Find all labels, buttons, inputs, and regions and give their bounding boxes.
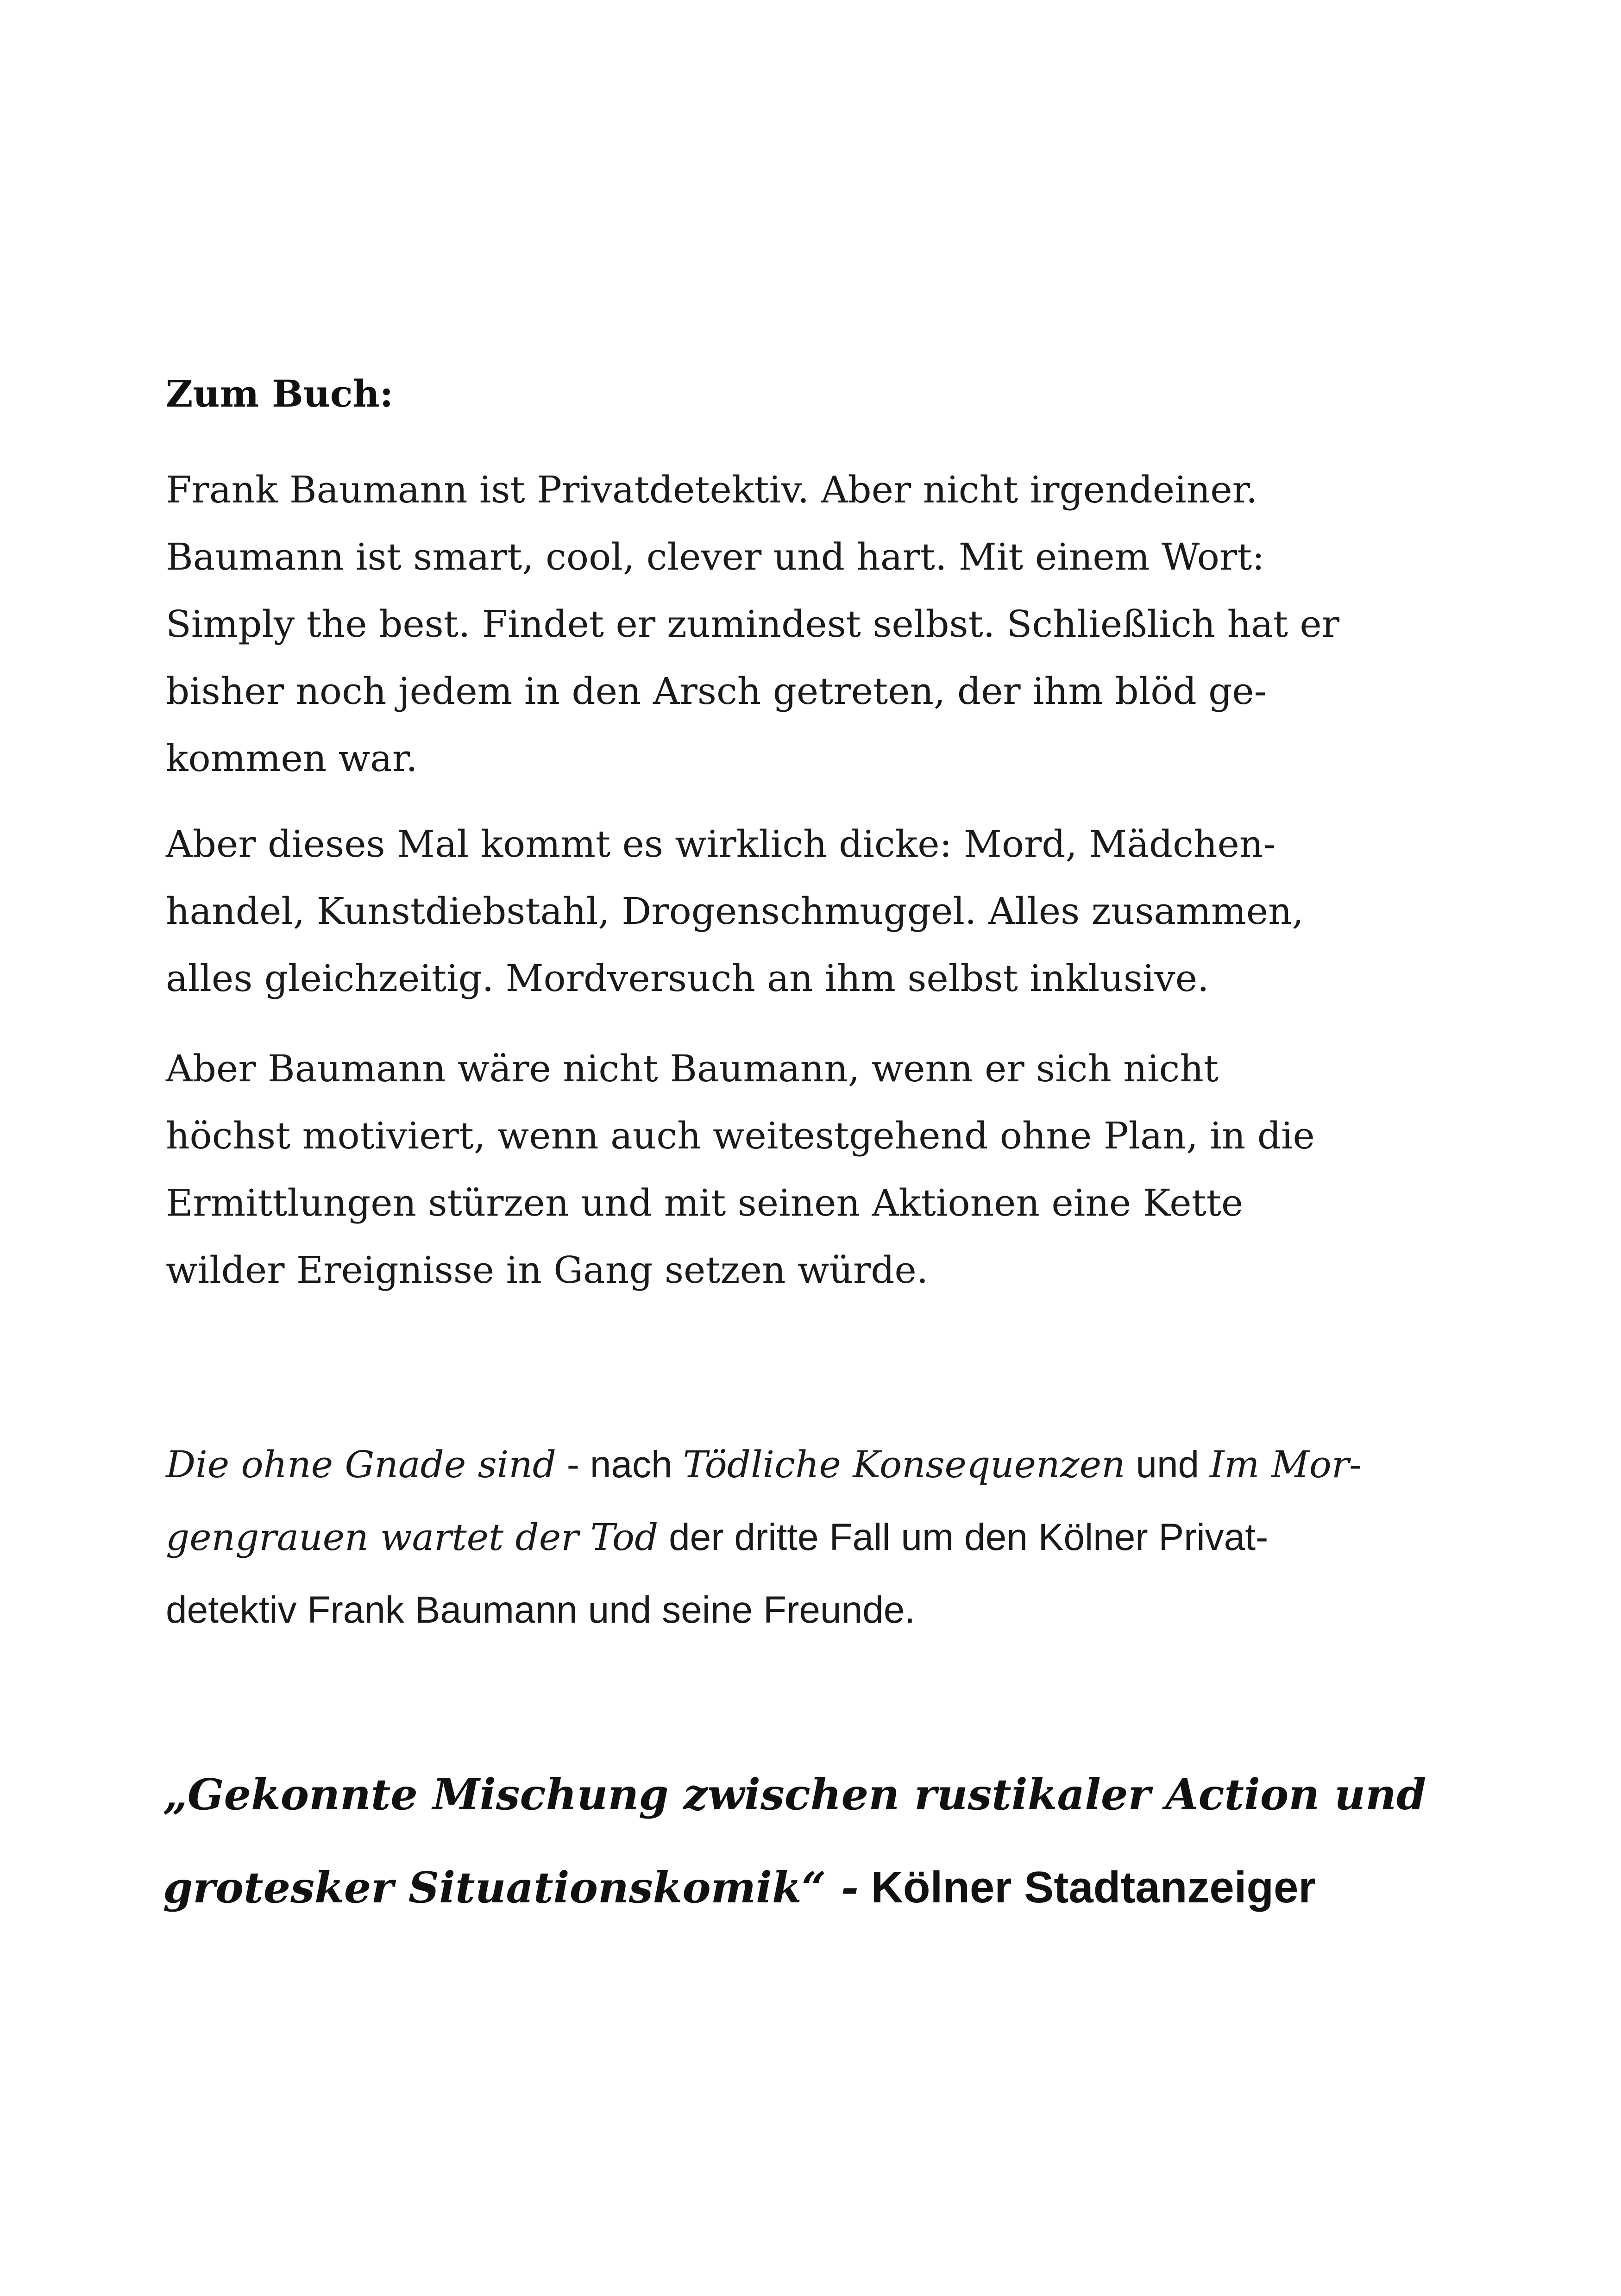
blurb-paragraph-2	[166, 810, 1463, 1012]
section-heading: Zum Buch:	[166, 372, 394, 415]
text-line: wilder Ereignisse in Gang setzen würde.	[166, 1248, 929, 1292]
quote-source: Kölner Stadtanzeiger	[858, 1863, 1316, 1912]
text-line: kommen war.	[166, 737, 418, 780]
blurb-paragraph-3	[166, 1035, 1463, 1304]
review-quote	[163, 1748, 1483, 1934]
text-line: alles gleichzeitig. Mordversuch an ihm selbst inklusive.	[166, 957, 1209, 1000]
text-line: Aber Baumann wäre nicht Baumann, wenn er sich nicht	[166, 1047, 1219, 1090]
text-line: handel, Kunstdiebstahl, Drogenschmuggel. Alles zusammen,	[166, 890, 1304, 933]
series-text: - nach	[556, 1443, 683, 1486]
blurb-paragraph-1	[166, 456, 1463, 792]
series-text: und	[1125, 1443, 1210, 1486]
book-title: gengrauen wartet der Tod	[166, 1516, 659, 1559]
text-line: Frank Baumann ist Privatdetektiv. Aber nicht irgendeiner.	[166, 468, 1258, 511]
text-line	[166, 1429, 1463, 1501]
book-title: Die ohne Gnade sind	[166, 1443, 556, 1486]
quote-text: grotesker Situationskomik“ -	[163, 1863, 859, 1913]
text-line	[166, 1501, 1463, 1574]
text-line: Baumann ist smart, cool, clever und hart. Mit einem Wort:	[166, 535, 1265, 578]
series-text: der dritte Fall um den Kölner Privat-	[658, 1516, 1269, 1558]
series-note	[166, 1429, 1463, 1647]
quote-line	[163, 1748, 1483, 1841]
series-text: detektiv Frank Baumann und seine Freunde.	[166, 1589, 916, 1631]
text-line	[166, 1574, 1463, 1647]
quote-line	[163, 1841, 1483, 1934]
book-title: Tödliche Konsequenzen	[683, 1443, 1125, 1486]
text-line: bisher noch jedem in den Arsch getreten, der ihm blöd ge-	[166, 670, 1267, 713]
text-line: Aber dieses Mal kommt es wirklich dicke: Mord, Mädchen-	[166, 822, 1276, 866]
text-line: Simply the best. Findet er zumindest selbst. Schließlich hat er	[166, 602, 1339, 646]
quote-text: „Gekonnte Mischung zwischen rustikaler Action und	[163, 1769, 1426, 1819]
book-title: Im Mor-	[1209, 1443, 1362, 1486]
text-line: höchst motiviert, wenn auch weitestgehend ohne Plan, in die	[166, 1114, 1315, 1157]
text-line: Ermittlungen stürzen und mit seinen Aktionen eine Kette	[166, 1181, 1244, 1224]
